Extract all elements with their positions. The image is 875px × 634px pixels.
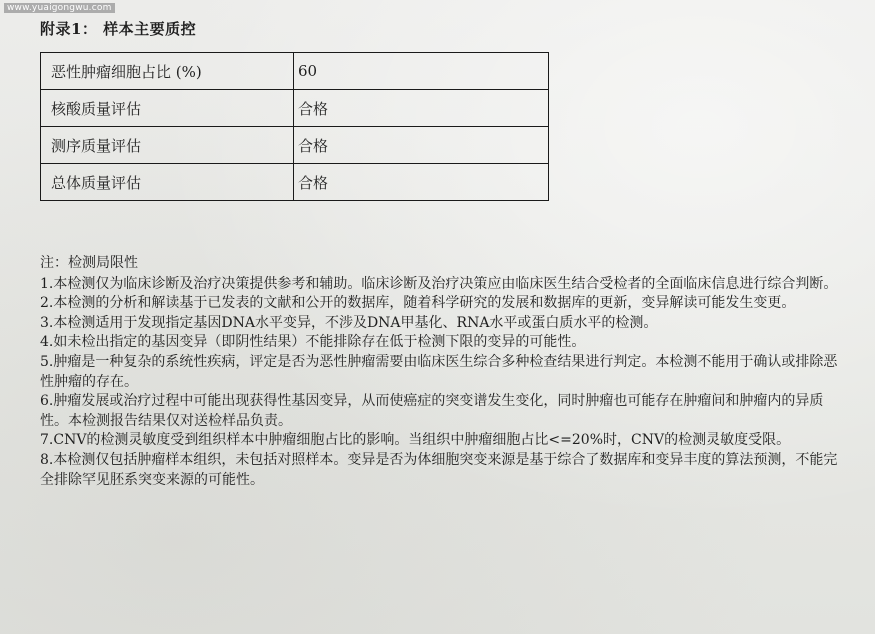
table-cell-label: 恶性肿瘤细胞占比 (%)	[41, 53, 294, 90]
note-item: 1.本检测仅为临床诊断及治疗决策提供参考和辅助。临床诊断及治疗决策应由临床医生结合受检者的全面临床信息进行综合判断。	[40, 275, 838, 292]
quality-control-table	[40, 52, 549, 201]
table-cell-label: 核酸质量评估	[41, 90, 294, 127]
note-item: 6.肿瘤发展或治疗过程中可能出现获得性基因变异，从而使癌症的突变谱发生变化，同时肿瘤也可能存在肿瘤间和肿瘤内的异质性。本检测报告结果仅对送检样品负责。	[40, 393, 824, 429]
table-cell-value: 合格	[294, 90, 549, 127]
table-cell-value: 合格	[294, 164, 549, 201]
table-row	[41, 90, 549, 127]
table-cell-value: 60	[294, 53, 549, 90]
note-item: 3.本检测适用于发现指定基因DNA水平变异，不涉及DNA甲基化、RNA水平或蛋白质水平的检测。	[40, 314, 658, 331]
note-item: 5.肿瘤是一种复杂的系统性疾病，评定是否为恶性肿瘤需要由临床医生综合多种检查结果进行判定。本检测不能用于确认或排除恶性肿瘤的存在。	[40, 353, 838, 390]
note-item: 2.本检测的分析和解读基于已发表的文献和公开的数据库，随着科学研究的发展和数据库的更新，变异解读可能发生变更。	[40, 295, 796, 312]
table-cell-value: 合格	[294, 127, 549, 164]
site-watermark: www.yuaigongwu.com	[4, 3, 115, 13]
appendix-title: 附录1： 样本主要质控	[40, 20, 197, 38]
notes-heading: 注：检测局限性	[40, 255, 138, 271]
table-row	[41, 127, 549, 164]
note-item: 4.如未检出指定的基因变异（即阴性结果）不能排除存在低于检测下限的变异的可能性。	[40, 334, 586, 351]
note-item: 8.本检测仅包括肿瘤样本组织，未包括对照样本。变异是否为体细胞突变来源是基于综合了数据库和变异丰度的算法预测，不能完全排除罕见胚系突变来源的可能性。	[40, 451, 838, 488]
limitations-notes	[40, 254, 840, 490]
table-cell-label: 总体质量评估	[41, 164, 294, 201]
table-row	[41, 53, 549, 90]
table-cell-label: 测序质量评估	[41, 127, 294, 164]
note-item: 7.CNV的检测灵敏度受到组织样本中肿瘤细胞占比的影响。当组织中肿瘤细胞占比<=20%时，CNV的检测灵敏度受限。	[40, 432, 791, 449]
table-row	[41, 164, 549, 201]
